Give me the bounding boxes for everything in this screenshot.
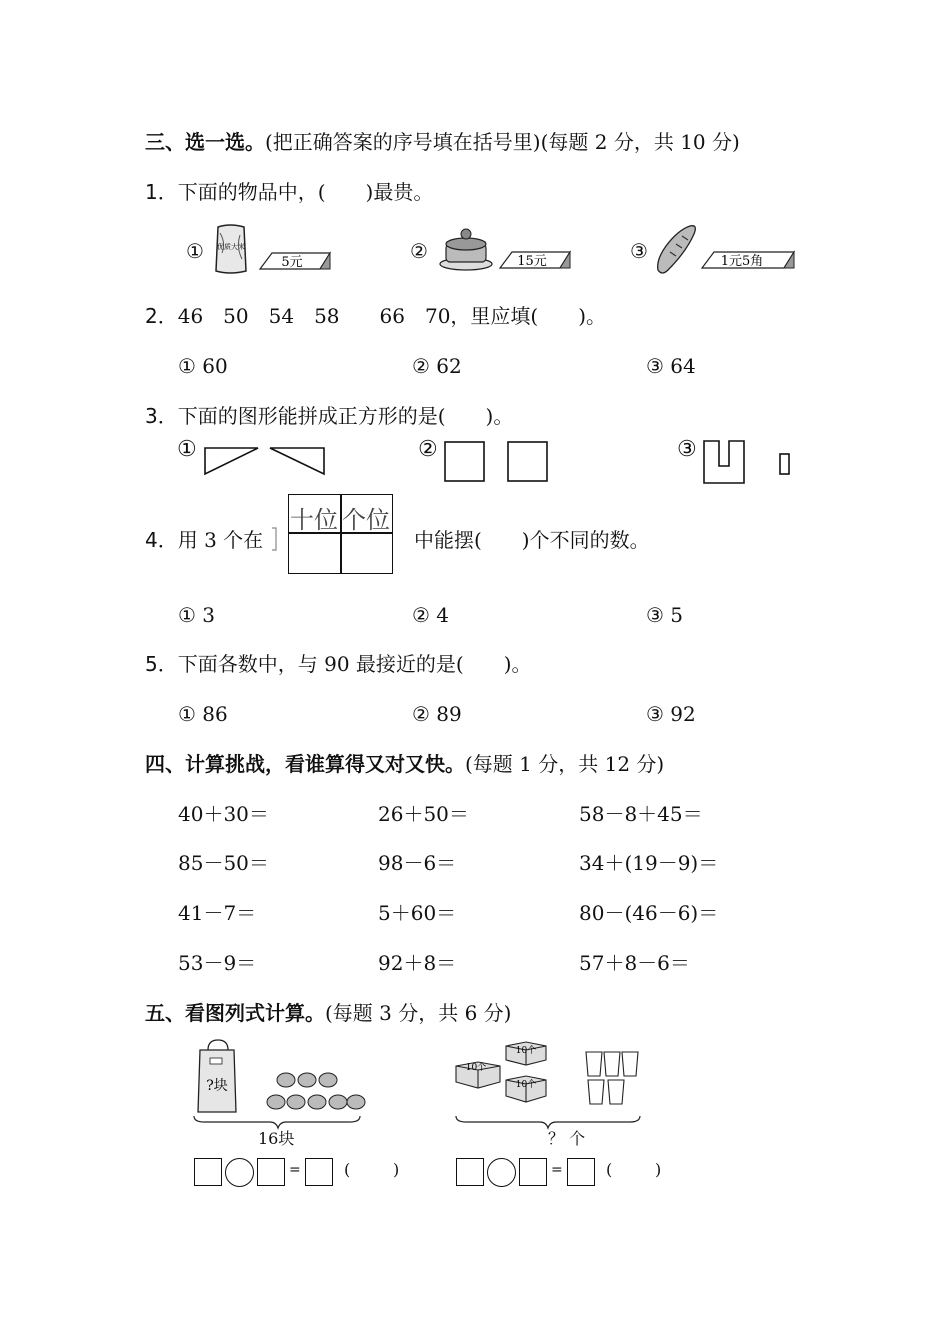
ones-header: 个位: [342, 506, 390, 534]
option-3: ③ 5: [646, 603, 684, 627]
place-value-table: [288, 494, 393, 574]
bag-text: 优质大米: [217, 243, 245, 251]
section-4-heading: [145, 752, 664, 776]
question-number: 4．: [145, 528, 178, 552]
question-text: 下面的物品中，( )最贵。: [177, 180, 434, 204]
question-text: 用 3 个在: [177, 528, 264, 552]
calc-item: 5＋60＝: [378, 901, 457, 925]
box-label: 10个: [515, 1046, 537, 1056]
section-4-title: 四、计算挑战，看谁算得又对又快。: [145, 752, 465, 776]
paren-open: (: [344, 1160, 351, 1179]
option-mark: ②: [410, 239, 428, 263]
price-tag: 1元5角: [720, 254, 764, 269]
section-5-heading: [145, 1001, 511, 1025]
square-pieces-icon: [444, 441, 550, 483]
price-tag: 15元: [517, 254, 547, 269]
section-3-title: 三、选一选。: [145, 130, 265, 154]
question-number: 3．: [145, 404, 178, 428]
section-5-note: (每题 3 分，共 6 分): [325, 1001, 512, 1025]
answer-box[interactable]: [519, 1158, 547, 1186]
question-text: 下面的图形能拼成正方形的是( )。: [177, 404, 514, 428]
bag-label: ?块: [206, 1078, 228, 1094]
calc-item: 98－6＝: [378, 851, 457, 875]
section-3-note: (把正确答案的序号填在括号里)(每题 2 分，共 10 分): [265, 130, 740, 154]
question-3: [145, 404, 513, 428]
box-label: 10个: [515, 1080, 537, 1090]
triangle-pieces-icon: [204, 446, 328, 478]
shape-option-mark: ③: [677, 437, 697, 462]
calc-item: 26＋50＝: [378, 802, 469, 826]
equals-sign: =: [551, 1162, 563, 1178]
box-label: 10个: [465, 1063, 487, 1073]
option-mark: ③: [630, 239, 648, 263]
paren-close: ): [655, 1160, 662, 1179]
question-1: [145, 180, 433, 204]
left-total-label: 16块: [258, 1129, 295, 1148]
bag-and-muffins-picture: [190, 1040, 370, 1130]
cake-icon: [436, 222, 576, 276]
calc-item: 53－9＝: [178, 951, 257, 975]
equals-sign: =: [289, 1162, 301, 1178]
section-3-heading: [145, 130, 740, 154]
question-4-after: 中能摆( )个不同的数。: [414, 528, 650, 552]
right-total-label: ？ 个: [548, 1129, 586, 1148]
bracket-mark-icon: [270, 526, 280, 554]
rice-bag-icon: [212, 223, 332, 275]
option-2: ② 89: [412, 702, 462, 726]
notched-pieces-icon: [703, 440, 793, 486]
option-3: ③ 92: [646, 702, 696, 726]
calc-item: 57＋8－6＝: [579, 951, 690, 975]
question-text: 46 50 54 58 66 70，里应填( )。: [177, 304, 607, 328]
price-tag: 5元: [281, 255, 303, 270]
cup-icon: [586, 1052, 638, 1104]
answer-box[interactable]: [567, 1158, 595, 1186]
question-4-before: [145, 528, 263, 552]
shape-option-mark: ①: [177, 437, 197, 462]
option-2: ② 62: [412, 354, 462, 378]
calc-item: 58－8＋45＝: [579, 802, 703, 826]
paren-close: ): [393, 1160, 400, 1179]
option-1: ① 3: [178, 603, 216, 627]
boxes-and-cups-picture: [450, 1040, 650, 1130]
question-2: [145, 304, 606, 328]
shape-option-mark: ②: [418, 437, 438, 462]
answer-box[interactable]: [257, 1158, 285, 1186]
section-5-title: 五、看图列式计算。: [145, 1001, 325, 1025]
question-number: 2．: [145, 304, 178, 328]
answer-box[interactable]: [456, 1158, 484, 1186]
muffin-icon: [267, 1073, 365, 1109]
calc-item: 92＋8＝: [378, 951, 457, 975]
calc-item: 41－7＝: [178, 901, 257, 925]
bread-icon: [654, 222, 796, 276]
tens-header: 十位: [290, 506, 338, 534]
question-text: 下面各数中，与 90 最接近的是( )。: [177, 652, 532, 676]
calc-item: 40＋30＝: [178, 802, 269, 826]
answer-box[interactable]: [305, 1158, 333, 1186]
answer-box[interactable]: [194, 1158, 222, 1186]
section-4-note: (每题 1 分，共 12 分): [465, 752, 665, 776]
question-number: 5．: [145, 652, 178, 676]
calc-item: 85－50＝: [178, 851, 269, 875]
option-1: ① 60: [178, 354, 228, 378]
operator-circle[interactable]: [487, 1158, 516, 1187]
option-1: ① 86: [178, 702, 228, 726]
option-3: ③ 64: [646, 354, 696, 378]
option-mark: ①: [186, 239, 204, 263]
question-number: 1．: [145, 180, 178, 204]
paren-open: (: [606, 1160, 613, 1179]
calc-item: 80－(46－6)＝: [579, 901, 719, 925]
operator-circle[interactable]: [225, 1158, 254, 1187]
calc-item: 34＋(19－9)＝: [579, 851, 719, 875]
question-5: [145, 652, 532, 676]
option-2: ② 4: [412, 603, 450, 627]
